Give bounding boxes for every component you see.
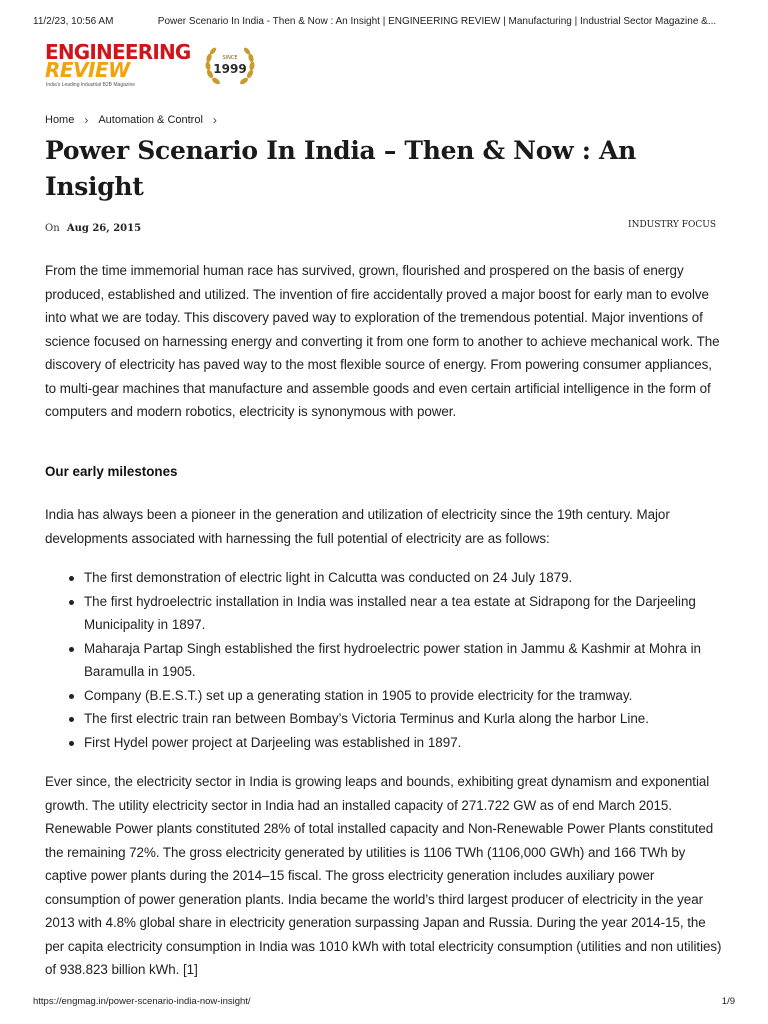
page-number: 1/9 [721,996,735,1007]
chevron-right-icon: › [84,113,89,127]
print-datetime: 11/2/23, 10:56 AM [33,16,114,27]
list-item: Maharaja Partap Singh established the first hydroelectric power station in Jammu & Kashmir at Mohra in Baramulla in 1905. [45,637,725,684]
milestones-list [45,566,725,754]
list-item: The first demonstration of electric light in Calcutta was conducted on 24 July 1879. [45,566,725,590]
print-url: https://engmag.in/power-scenario-india-now-insight/ [33,996,251,1007]
print-page-title: Power Scenario In India - Then & Now : An Insight | ENGINEERING REVIEW | Manufacturing | Industrial Sector Magazine &... [157,16,717,27]
category-link[interactable]: INDUSTRY FOCUS [628,220,716,230]
print-footer [33,996,735,1007]
print-header [33,16,748,27]
breadcrumb [45,113,227,127]
since-1999-laurel-icon [203,42,257,90]
breadcrumb-category-link[interactable]: Automation & Control [98,114,203,126]
growth-paragraph: Ever since, the electricity sector in India is growing leaps and bounds, exhibiting great dynamism and exponential growth. The utility electricity sector in India had an installed capacity of 271.722 GW as of end March 2015. Renewable Power plants constituted 28% of total installed capacity and Non-Renewable Power Plants constituted the remaining 72%. The gross electricity generated by utilities is 1106 TWh (1106,000 GWh) and 166 TWh by captive power plants during the 2014–15 fiscal. The gross electricity generation includes auxiliary power consumption of power generation plants. India became the world’s third largest producer of electricity in the year 2013 with 4.8% global share in electricity generation surpassing Japan and Russia. During the year 2014-15, the per capita electricity consumption in India was 1010 kWh with total electricity consumption (utilities and non utilities) of 938.823 billion kWh. [1] [45,774,722,977]
chevron-right-icon: › [212,113,217,127]
article-title: Power Scenario In India – Then & Now : An Insight [45,136,637,201]
logo-review-text: REVIEW [45,58,130,82]
logo-engineering-text: ENGINEERING [45,40,191,64]
since-label: SINCE [222,55,238,61]
article-meta [45,223,141,234]
list-item: First Hydel power project at Darjeeling was established in 1897. [45,731,725,755]
article-date: Aug 26, 2015 [66,223,142,234]
intro-paragraph: From the time immemorial human race has survived, grown, flourished and prospered on the basis of energy produced, established and utilized. The invention of fire accidentally proved a major boost for early man to evolve into what we are today. This discovery paved way to exploration of the tremendous potential. Major inventions of science focused on harnessing energy and converting it from one form to another to achieve mechanical work. The discovery of electricity has paved way to the most flexible source of energy. From powering consumer appliances, to multi-gear machines that manufacture and assemble goods and even certain artificial intelligence in the form of computers and modern robotics, electricity is synonymous with power. [45,263,720,419]
list-item: The first hydroelectric installation in India was installed near a tea estate at Sidrapong for the Darjeeling Municipality in 1897. [45,590,725,637]
date-prefix: On [45,223,60,234]
section-heading: Our early milestones [45,464,178,479]
list-item: The first electric train ran between Bombay’s Victoria Terminus and Kurla along the harbor Line. [45,707,725,731]
breadcrumb-home-link[interactable]: Home [45,114,75,126]
since-year: 1999 [213,62,247,76]
list-item: Company (B.E.S.T.) set up a generating station in 1905 to provide electricity for the tramway. [45,684,725,708]
logo-tagline: India's Leading Industrial B2B Magazine [46,82,136,88]
milestones-intro-paragraph: India has always been a pioneer in the generation and utilization of electricity since the 19th century. Major developments associated with harnessing the full potential of electricity are as follows: [45,507,670,546]
site-logo[interactable] [45,40,265,102]
